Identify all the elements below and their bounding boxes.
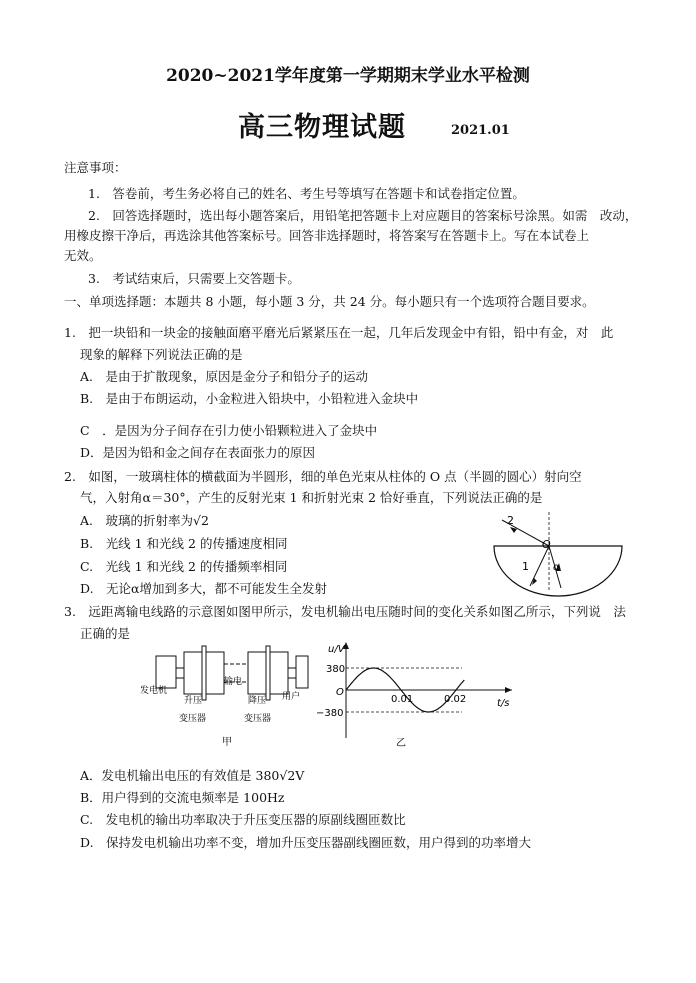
step-up-secondary-coil [206,652,224,694]
exam-title: 2020~2021学年度第一学期期末学业水平检测 [166,66,530,86]
angle-label-alpha: α [553,562,560,573]
note-2-line-2: 用橡皮擦干净后，再选涂其他答案标号。回答非选择题时，将答案写在答题卡上。写在本试卷上 [64,228,590,243]
q2-option-b: B. 光线 1 和光线 2 的传播速度相同 [80,536,288,551]
step-down-secondary-coil [270,652,288,694]
user-label: 用户 [282,692,301,702]
transmission-diagram [136,640,316,750]
x-axis-label: t/s [497,698,510,709]
section-heading: 一、单项选择题：本题共 8 小题，每小题 3 分，共 24 分。每小题只有一个选项符合题目要求。 [64,294,595,309]
step-down-primary-coil [248,652,266,694]
x-tick-label-002: 0.02 [444,694,467,705]
y-tick-label-neg-380: −380 [316,708,344,719]
q2-option-d: D. 无论α增加到多大，都不可能发生全发射 [80,581,327,596]
step-down-label-2: 变压器 [244,714,272,724]
origin-label: O [336,687,344,698]
q2-stem-line-2: 气，入射角α＝30°，产生的反射光束 1 和折射光束 2 恰好垂直，下列说法正确的是 [80,490,543,505]
subject-title: 高三物理试题 [238,112,406,143]
exam-date: 2021.01 [451,123,510,138]
q1-option-a: A. 是由于扩散现象，原因是金分子和铅分子的运动 [80,369,369,384]
figure-jia-caption: 甲 [222,737,232,748]
q2-option-a: A. 玻璃的折射率为√2 [80,513,209,528]
step-down-label-1: 降压 [248,696,267,706]
q2-option-c: C. 光线 1 和光线 2 的传播频率相同 [80,559,288,574]
q1-option-b: B. 是由于布朗运动，小金粒进入铅块中，小铅粒进入金块中 [80,391,419,406]
note-2-line-1: 2. 回答选择题时，选出每小题答案后，用铅笔把答题卡上对应题目的答案标号涂黑。如需 改动， [88,208,638,223]
x-axis-arrow-icon [505,687,512,693]
note-1: 1. 答卷前，考生务必将自己的姓名、考生号等填写在答题卡和试卷指定位置。 [88,186,525,201]
ray-label-2: 2 [507,514,514,527]
voltage-time-chart [312,638,522,750]
y-axis-label: u/V [328,644,345,655]
generator-box [156,656,176,688]
reflected-ray-1 [530,546,549,586]
ray-label-1: 1 [522,560,529,573]
q1-option-d: D．是因为铅和金之间存在表面张力的原因 [80,445,316,460]
q3-stem-line-1: 3. 远距离输电线路的示意图如图甲所示，发电机输出电压随时间的变化关系如图乙所示，下列说 法 [64,604,626,619]
q3-option-c: C. 发电机的输出功率取决于升压变压器的原副线圈匝数比 [80,812,406,827]
q3-stem-line-2: 正确的是 [80,626,131,641]
note-3: 3. 考试结束后，只需要上交答题卡。 [88,271,300,286]
x-tick-label-001: 0.01 [391,694,414,705]
q2-stem-line-1: 2. 如图，一玻璃柱体的横截面为半圆形，细的单色光束从柱体的 O 点（半圆的圆心）射向空 [64,469,582,484]
q1-stem-line-1: 1. 把一块铅和一块金的接触面磨平磨光后紧紧压在一起，几年后发现金中有铅，铅中有金，对 此 [64,325,614,340]
user-load-box [296,656,308,688]
note-2-line-3: 无效。 [64,248,102,263]
q1-stem-line-2: 现象的解释下列说法正确的是 [80,347,243,362]
transmission-label: 输电 [224,677,243,687]
center-label-o: O [542,538,551,551]
generator-label: 发电机 [140,686,168,696]
semicircle-prism-figure [486,508,636,598]
figure-yi-caption: 乙 [396,738,406,749]
y-tick-label-380: 380 [326,664,346,675]
q1-option-c: C ．是因为分子间存在引力使小铅颗粒进入了金块中 [80,423,378,438]
notes-heading: 注意事项： [64,160,127,175]
step-up-label-2: 变压器 [179,714,207,724]
step-up-core [202,646,206,700]
q3-option-b: B．用户得到的交流电频率是 100Hz [80,790,285,805]
step-down-core [266,646,270,700]
q3-option-d: D. 保持发电机输出功率不变，增加升压变压器副线圈匝数，用户得到的功率增大 [80,835,532,850]
step-up-primary-coil [184,652,202,694]
q3-option-a: A．发电机输出电压的有效值是 380√2V [80,768,305,783]
step-up-label-1: 升压 [184,696,203,706]
